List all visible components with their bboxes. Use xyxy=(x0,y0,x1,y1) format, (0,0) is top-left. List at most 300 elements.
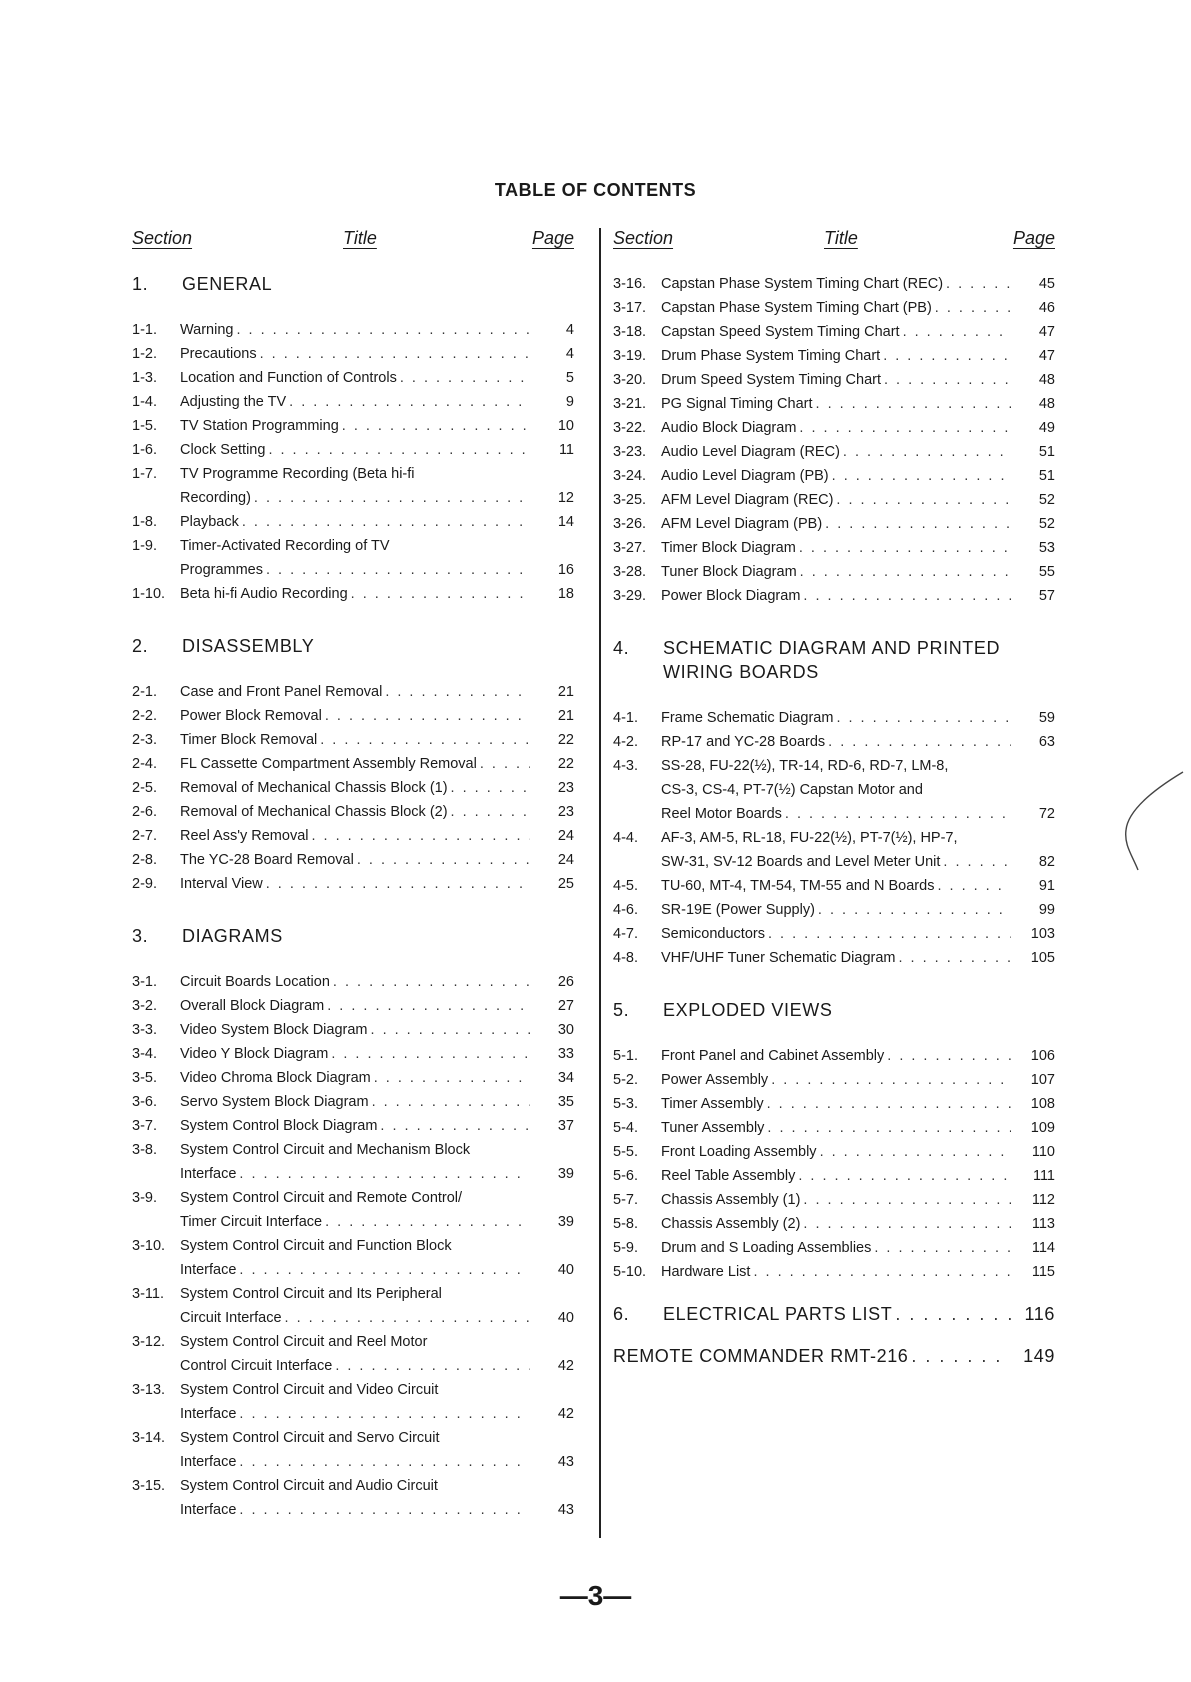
toc-entry xyxy=(613,802,1055,826)
column-header xyxy=(132,228,574,256)
leader-dots xyxy=(880,344,1011,368)
toc-entry xyxy=(132,1066,574,1090)
entry-number: 2-5. xyxy=(132,780,157,796)
entry-number: 4-1. xyxy=(613,710,638,726)
toc-entry xyxy=(132,1450,574,1474)
entry-number: 4-6. xyxy=(613,902,638,918)
entry-title: Servo System Block Diagram xyxy=(180,1094,369,1110)
leader-dots xyxy=(782,802,1011,826)
entry-title: Chassis Assembly (2) xyxy=(661,1216,801,1232)
toc-list-diagrams xyxy=(132,970,574,1522)
toc-entry xyxy=(613,1140,1055,1164)
entry-number: 2-8. xyxy=(132,852,157,868)
entry-title: Timer Assembly xyxy=(661,1096,764,1112)
toc-entry xyxy=(132,824,574,848)
leader-dots xyxy=(332,1354,530,1378)
entry-page: 43 xyxy=(557,1454,574,1470)
entry-title: Programmes xyxy=(180,562,263,578)
entry-title: Control Circuit Interface xyxy=(180,1358,333,1374)
entry-page: 4 xyxy=(565,322,574,338)
entry-page: 113 xyxy=(1031,1216,1055,1232)
toc-entry xyxy=(132,1090,574,1114)
leader-dots xyxy=(825,730,1011,754)
entry-number: 3-5. xyxy=(132,1070,157,1086)
entry-page: 53 xyxy=(1038,540,1055,556)
leader-dots xyxy=(884,1044,1011,1068)
section-header: Section xyxy=(132,228,193,248)
entry-page: 114 xyxy=(1031,1240,1055,1256)
toc-entry xyxy=(132,390,574,414)
entry-title: Tuner Block Diagram xyxy=(661,564,797,580)
leader-dots xyxy=(265,438,530,462)
leader-dots xyxy=(339,414,530,438)
entry-title: Video Y Block Diagram xyxy=(180,1046,329,1062)
entry-number: 3-4. xyxy=(132,1046,157,1062)
toc-entry xyxy=(613,898,1055,922)
toc-entry xyxy=(613,464,1055,488)
entry-title: Drum and S Loading Assemblies xyxy=(661,1240,872,1256)
toc-entry xyxy=(613,922,1055,946)
entry-number: 3-22. xyxy=(613,420,647,436)
leader-dots xyxy=(800,1212,1011,1236)
entry-page: 49 xyxy=(1038,420,1055,436)
toc-list-schematic xyxy=(613,706,1055,970)
entry-number: 1-7. xyxy=(132,466,157,482)
entry-page: 111 xyxy=(1032,1168,1055,1184)
entry-number: 3-15. xyxy=(132,1478,166,1494)
entry-number: 4-3. xyxy=(613,758,638,774)
toc-entry xyxy=(613,946,1055,970)
toc-entry xyxy=(613,826,1055,850)
toc-entry xyxy=(132,752,574,776)
entry-title: SS-28, FU-22(½), TR-14, RD-6, RD-7, LM-8, xyxy=(661,758,949,774)
entry-page: 59 xyxy=(1038,710,1055,726)
entry-page: 23 xyxy=(557,780,574,796)
entry-title: Power Block Removal xyxy=(180,708,322,724)
entry-page: 34 xyxy=(557,1070,574,1086)
entry-number xyxy=(132,558,180,582)
toc-entry xyxy=(613,584,1055,608)
entry-title: Timer Block Removal xyxy=(180,732,318,748)
entry-title: Interface xyxy=(180,1454,237,1470)
entry-title: Circuit Interface xyxy=(180,1310,282,1326)
leader-dots xyxy=(813,392,1011,416)
entry-page: 109 xyxy=(1030,1120,1055,1136)
entry-number: 3-11. xyxy=(132,1286,164,1302)
page-number: —3— xyxy=(559,1580,632,1611)
entry-page xyxy=(530,1378,574,1402)
entry-number xyxy=(132,1354,180,1378)
entry-title: System Control Circuit and Function Block xyxy=(180,1238,452,1254)
section-title: DIAGRAMS xyxy=(182,926,283,946)
entry-number: 3-18. xyxy=(613,324,647,340)
toc-entry xyxy=(132,1498,574,1522)
toc-entry xyxy=(132,1306,574,1330)
leader-dots xyxy=(908,1344,1011,1368)
entry-page: 37 xyxy=(557,1118,574,1134)
entry-title: Interval View xyxy=(180,876,263,892)
entry-page: 110 xyxy=(1031,1144,1055,1160)
entry-page: 51 xyxy=(1038,444,1055,460)
entry-page: 48 xyxy=(1038,396,1055,412)
page-number-cell: 149 xyxy=(1023,1346,1055,1366)
toc-entry xyxy=(613,1212,1055,1236)
entry-page: 57 xyxy=(1038,588,1055,604)
toc-entry xyxy=(613,1260,1055,1284)
entry-number: 5-8. xyxy=(613,1216,638,1232)
leader-dots xyxy=(263,872,530,896)
leader-dots xyxy=(328,1042,530,1066)
entry-title: System Control Block Diagram xyxy=(180,1118,378,1134)
toc-entry xyxy=(132,462,574,486)
toc-entry xyxy=(132,848,574,872)
leader-dots xyxy=(368,1018,530,1042)
entry-number: 3-19. xyxy=(613,348,647,364)
entry-title: System Control Circuit and Mechanism Block xyxy=(180,1142,471,1158)
toc-entry xyxy=(613,706,1055,730)
leader-dots xyxy=(800,584,1011,608)
entry-page: 63 xyxy=(1038,734,1055,750)
entry-number: 3-20. xyxy=(613,372,647,388)
entry-number: 5-1. xyxy=(613,1048,638,1064)
leader-dots xyxy=(236,1498,530,1522)
toc-entry xyxy=(132,1282,574,1306)
entry-title: System Control Circuit and Remote Control/ xyxy=(180,1190,463,1206)
leader-dots xyxy=(348,582,530,606)
entry-page xyxy=(530,1282,574,1306)
entry-number: 4-5. xyxy=(613,878,638,894)
section-heading-remote xyxy=(613,1344,1055,1368)
toc-entry xyxy=(132,1042,574,1066)
entry-number: 1-3. xyxy=(132,370,157,386)
entry-title: Timer-Activated Recording of TV xyxy=(180,538,390,554)
entry-title: Clock Setting xyxy=(180,442,266,458)
leader-dots xyxy=(764,1116,1011,1140)
toc-entry xyxy=(132,1258,574,1282)
entry-title: Video Chroma Block Diagram xyxy=(180,1070,371,1086)
entry-title: Audio Level Diagram (PB) xyxy=(661,468,829,484)
section-title: REMOTE COMMANDER RMT-216 xyxy=(613,1346,909,1366)
entry-number xyxy=(613,850,661,874)
entry-page: 108 xyxy=(1030,1096,1055,1112)
entry-number: 3-25. xyxy=(613,492,647,508)
entry-title: Precautions xyxy=(180,346,257,362)
entry-number: 5-5. xyxy=(613,1144,638,1160)
entry-number: 4-4. xyxy=(613,830,638,846)
leader-dots xyxy=(750,1260,1011,1284)
leader-dots xyxy=(382,680,530,704)
entry-title: Beta hi-fi Audio Recording xyxy=(180,586,348,602)
column-header xyxy=(613,228,1055,256)
entry-page: 24 xyxy=(557,852,574,868)
leader-dots xyxy=(815,898,1011,922)
toc-entry xyxy=(132,1402,574,1426)
entry-title: CS-3, CS-4, PT-7(½) Capstan Motor and xyxy=(661,782,923,798)
section-heading-electrical xyxy=(613,1302,1055,1326)
entry-number: 1-1. xyxy=(132,322,157,338)
entry-title: Front Panel and Cabinet Assembly xyxy=(661,1048,885,1064)
entry-number: 2-9. xyxy=(132,876,157,892)
entry-number: 4-7. xyxy=(613,926,638,942)
entry-title: AFM Level Diagram (REC) xyxy=(661,492,834,508)
section-number: 3. xyxy=(132,926,149,946)
entry-title: Drum Phase System Timing Chart xyxy=(661,348,881,364)
leader-dots xyxy=(448,800,530,824)
section-title xyxy=(663,636,1055,684)
entry-title: Capstan Speed System Timing Chart xyxy=(661,324,900,340)
toc-entry xyxy=(132,366,574,390)
entry-number: 5-6. xyxy=(613,1168,638,1184)
entry-page: 47 xyxy=(1038,348,1055,364)
leader-dots xyxy=(263,558,530,582)
page-header: Page xyxy=(1012,228,1055,248)
entry-number: 4-8. xyxy=(613,950,638,966)
leader-dots xyxy=(934,874,1011,898)
entry-title: Interface xyxy=(180,1406,237,1422)
entry-number: 3-27. xyxy=(613,540,647,556)
toc-entry xyxy=(613,874,1055,898)
toc-entry xyxy=(132,438,574,462)
leader-dots xyxy=(932,296,1011,320)
entry-page: 5 xyxy=(565,370,574,386)
page-title: TABLE OF CONTENTS xyxy=(494,180,697,200)
leader-dots xyxy=(236,1258,530,1282)
toc-entry xyxy=(132,776,574,800)
leader-dots xyxy=(833,706,1011,730)
toc-entry xyxy=(613,440,1055,464)
section-number: 4. xyxy=(613,638,630,658)
entry-title: RP-17 and YC-28 Boards xyxy=(661,734,826,750)
leader-dots xyxy=(377,1114,530,1138)
entry-title: Case and Front Panel Removal xyxy=(180,684,383,700)
entry-page: 72 xyxy=(1038,806,1055,822)
entry-number: 1-8. xyxy=(132,514,157,530)
entry-number: 3-6. xyxy=(132,1094,157,1110)
leader-dots xyxy=(840,440,1011,464)
entry-title: Front Loading Assembly xyxy=(661,1144,817,1160)
section-heading-diagrams xyxy=(132,924,574,948)
entry-page: 16 xyxy=(557,562,574,578)
toc-entry xyxy=(132,1354,574,1378)
entry-page: 39 xyxy=(557,1166,574,1182)
entry-title: Adjusting the TV xyxy=(180,394,287,410)
entry-title: Timer Block Diagram xyxy=(661,540,796,556)
entry-page: 22 xyxy=(557,756,574,772)
entry-page: 33 xyxy=(557,1046,574,1062)
entry-number: 2-2. xyxy=(132,708,157,724)
entry-title: Warning xyxy=(180,322,234,338)
toc-entry xyxy=(613,778,1055,802)
entry-number: 2-6. xyxy=(132,804,157,820)
entry-number xyxy=(132,1450,180,1474)
toc-entry xyxy=(613,730,1055,754)
entry-page: 91 xyxy=(1038,878,1055,894)
entry-page: 48 xyxy=(1038,372,1055,388)
toc-entry xyxy=(613,850,1055,874)
entry-title: Location and Function of Controls xyxy=(180,370,397,386)
entry-title: Circuit Boards Location xyxy=(180,974,330,990)
leader-dots xyxy=(369,1090,530,1114)
entry-title: Interface xyxy=(180,1166,237,1182)
entry-number: 3-21. xyxy=(613,396,647,412)
entry-number: 3-10. xyxy=(132,1238,166,1254)
leader-dots xyxy=(795,1164,1011,1188)
entry-page: 45 xyxy=(1038,276,1055,292)
entry-title: Removal of Mechanical Chassis Block (2) xyxy=(180,804,448,820)
entry-number: 5-2. xyxy=(613,1072,638,1088)
leader-dots xyxy=(239,510,530,534)
entry-page: 21 xyxy=(557,684,574,700)
toc-entry xyxy=(613,1236,1055,1260)
entry-number: 5-3. xyxy=(613,1096,638,1112)
entry-number: 2-7. xyxy=(132,828,157,844)
entry-number: 5-7. xyxy=(613,1192,638,1208)
entry-title: System Control Circuit and Servo Circuit xyxy=(180,1430,440,1446)
leader-dots xyxy=(322,1210,530,1234)
entry-number: 2-3. xyxy=(132,732,157,748)
toc-entry xyxy=(613,272,1055,296)
toc-entry xyxy=(613,560,1055,584)
entry-page: 25 xyxy=(557,876,574,892)
leader-dots xyxy=(943,272,1011,296)
entry-number: 3-1. xyxy=(132,974,157,990)
leader-dots xyxy=(817,1140,1011,1164)
section-heading-general xyxy=(132,272,574,296)
section-title: GENERAL xyxy=(182,274,273,294)
entry-title: Chassis Assembly (1) xyxy=(661,1192,801,1208)
entry-page: 10 xyxy=(557,418,574,434)
entry-title: TU-60, MT-4, TM-54, TM-55 and N Boards xyxy=(661,878,935,894)
entry-title: SW-31, SV-12 Boards and Level Meter Unit xyxy=(661,854,941,870)
entry-number: 3-12. xyxy=(132,1334,166,1350)
leader-dots xyxy=(797,560,1011,584)
leader-dots xyxy=(308,824,530,848)
entry-number: 1-5. xyxy=(132,418,157,434)
entry-number xyxy=(132,1306,180,1330)
entry-title: Hardware List xyxy=(661,1264,751,1280)
entry-number: 3-23. xyxy=(613,444,647,460)
toc-entry xyxy=(132,1210,574,1234)
toc-entry xyxy=(613,1068,1055,1092)
entry-number xyxy=(613,802,661,826)
entry-page: 112 xyxy=(1031,1192,1055,1208)
entry-page: 11 xyxy=(558,442,574,458)
toc-entry xyxy=(132,970,574,994)
toc-entry xyxy=(132,994,574,1018)
toc-entry xyxy=(132,534,574,558)
leader-dots xyxy=(322,704,530,728)
entry-page xyxy=(1011,826,1055,850)
section-header: Section xyxy=(613,228,674,248)
entry-page xyxy=(530,1426,574,1450)
leader-dots xyxy=(397,366,530,390)
leader-dots xyxy=(796,536,1011,560)
entry-title: Interface xyxy=(180,1262,237,1278)
entry-number xyxy=(613,778,661,802)
toc-entry xyxy=(132,510,574,534)
toc-entry xyxy=(132,872,574,896)
entry-number: 3-24. xyxy=(613,468,647,484)
entry-page xyxy=(530,534,574,558)
pen-mark xyxy=(1118,770,1188,880)
entry-number: 3-2. xyxy=(132,998,157,1014)
leader-dots xyxy=(895,946,1011,970)
entry-page: 23 xyxy=(557,804,574,820)
toc-entry xyxy=(613,416,1055,440)
toc-entry xyxy=(613,320,1055,344)
section-number: 5. xyxy=(613,1000,630,1020)
entry-number: 4-2. xyxy=(613,734,638,750)
entry-title: SR-19E (Power Supply) xyxy=(661,902,815,918)
toc-entry xyxy=(132,558,574,582)
entry-number: 3-3. xyxy=(132,1022,157,1038)
entry-page xyxy=(530,1234,574,1258)
entry-page: 42 xyxy=(557,1406,574,1422)
title-header: Title xyxy=(824,228,858,248)
entry-title: Capstan Phase System Timing Chart (PB) xyxy=(661,300,932,316)
toc-entry xyxy=(132,1426,574,1450)
entry-page xyxy=(1011,754,1055,778)
entry-page: 46 xyxy=(1038,300,1055,316)
entry-page: 35 xyxy=(557,1094,574,1110)
leader-dots xyxy=(330,970,530,994)
entry-page: 40 xyxy=(557,1262,574,1278)
leader-dots xyxy=(354,848,530,872)
entry-number: 5-4. xyxy=(613,1120,638,1136)
entry-number: 3-26. xyxy=(613,516,647,532)
entry-page: 24 xyxy=(557,828,574,844)
entry-number: 3-8. xyxy=(132,1142,157,1158)
entry-page xyxy=(1011,778,1055,802)
entry-page: 14 xyxy=(557,514,574,530)
entry-number: 3-16. xyxy=(613,276,647,292)
entry-page: 82 xyxy=(1038,854,1055,870)
entry-title: TV Programme Recording (Beta hi-fi xyxy=(180,466,415,482)
entry-page: 21 xyxy=(557,708,574,724)
toc-entry xyxy=(132,704,574,728)
leader-dots xyxy=(892,1302,1011,1326)
entry-page: 40 xyxy=(557,1310,574,1326)
leader-dots xyxy=(236,1450,530,1474)
entry-number xyxy=(132,486,180,510)
entry-number: 5-10. xyxy=(613,1264,647,1280)
entry-number: 1-9. xyxy=(132,538,157,554)
toc-entry xyxy=(132,680,574,704)
toc-entry xyxy=(613,1164,1055,1188)
entry-number: 3-28. xyxy=(613,564,647,580)
leader-dots xyxy=(236,1402,530,1426)
entry-number xyxy=(132,1210,180,1234)
entry-number: 3-14. xyxy=(132,1430,166,1446)
leader-dots xyxy=(900,320,1011,344)
entry-number: 2-4. xyxy=(132,756,157,772)
entry-page: 18 xyxy=(557,586,574,602)
entry-title: The YC-28 Board Removal xyxy=(180,852,354,868)
entry-title: Reel Table Assembly xyxy=(661,1168,796,1184)
entry-page: 43 xyxy=(557,1502,574,1518)
leader-dots xyxy=(800,1188,1011,1212)
toc-entry xyxy=(613,392,1055,416)
leader-dots xyxy=(764,1092,1011,1116)
entry-number: 1-6. xyxy=(132,442,157,458)
entry-title: Timer Circuit Interface xyxy=(180,1214,323,1230)
leader-dots xyxy=(236,1162,530,1186)
leader-dots xyxy=(881,368,1011,392)
section-title: ELECTRICAL PARTS LIST xyxy=(663,1304,893,1324)
leader-dots xyxy=(257,342,530,366)
leader-dots xyxy=(371,1066,530,1090)
toc-entry xyxy=(132,318,574,342)
